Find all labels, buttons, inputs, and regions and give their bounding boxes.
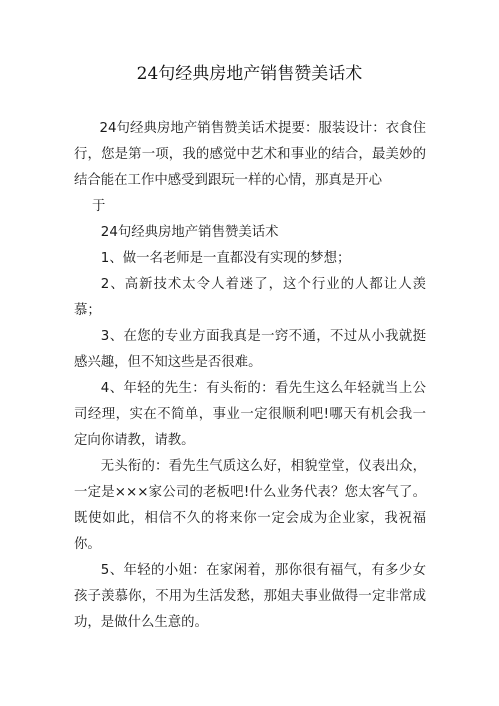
- tip-4-untitled: 无头衔的：看先生气质这么好，相貌堂堂，仪表出众，一定是×××家公司的老板吧!什么业务代表？您太客气了。既使如此，相信不久的将来你一定会成为企业家，我祝福你。: [74, 459, 426, 552]
- tip-3: 3、在您的专业方面我真是一窍不通，不过从小我就挺感兴趣，但不知这些是否很难。: [74, 329, 426, 370]
- tip-5: 5、年轻的小姐：在家闲着，那你很有福气，有多少女孩子羡慕你，不用为生活发愁，那姐夫事业做得一定非常成功，是做什么生意的。: [74, 563, 426, 630]
- document-body: [74, 116, 426, 636]
- tip-1: 1、做一名老师是一直都没有实现的梦想；: [100, 251, 351, 266]
- summary-continuation: 于: [92, 199, 106, 214]
- section-heading: 24句经典房地产销售赞美话术: [100, 225, 279, 240]
- summary-paragraph: 24句经典房地产销售赞美话术提要：服装设计：衣食住行，您是第一项，我的感觉中艺术和事业的结合，最美妙的结合能在工作中感受到跟玩一样的心情，那真是开心: [74, 121, 426, 188]
- tip-2: 2、高新技术太令人着迷了，这个行业的人都让人羡慕；: [74, 277, 426, 318]
- document-title: 24句经典房地产销售赞美话术: [136, 64, 363, 84]
- tip-4: 4、年轻的先生：有头衔的：看先生这么年轻就当上公司经理，实在不简单，事业一定很顺利吧!哪天有机会我一定向你请教，请教。: [74, 381, 426, 448]
